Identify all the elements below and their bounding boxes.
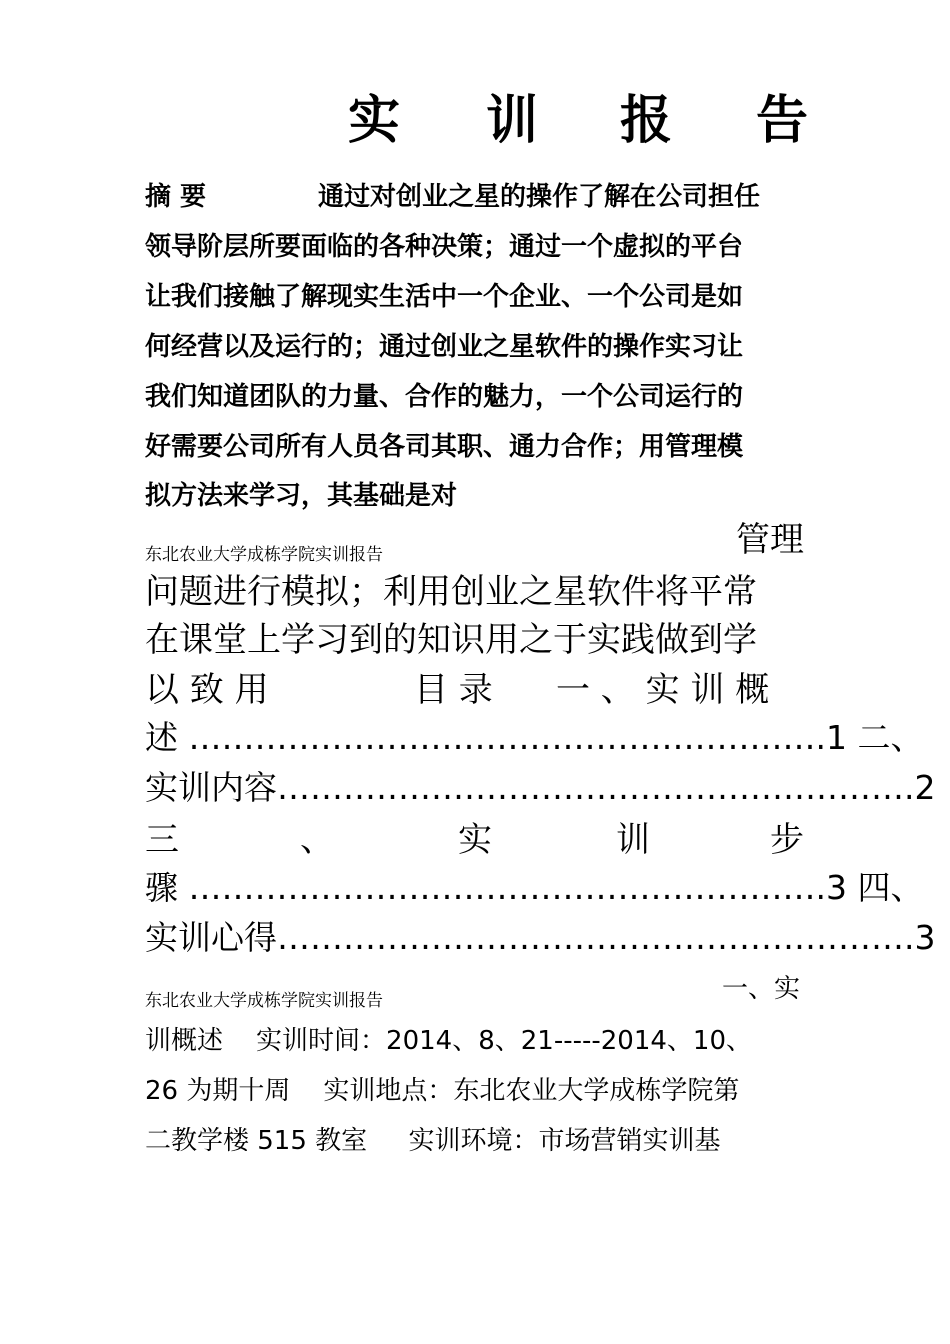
- title-char: 训: [486, 91, 539, 151]
- title-char: 实: [348, 91, 401, 151]
- toc-row-char: 步: [770, 820, 804, 860]
- abstract-line: 让我们接触了解现实生活中一个企业、一个公司是如: [145, 282, 744, 312]
- continuation-line: 在课堂上学习到的知识用之于实践做到学: [145, 620, 757, 660]
- section-heading-fragment: 一、实: [722, 974, 801, 1004]
- running-header: 东北农业大学成栋学院实训报告: [145, 991, 383, 1011]
- abstract-line: 我们知道团队的力量、合作的魅力，一个公司运行的: [145, 382, 744, 412]
- toc-row-char: 训: [616, 820, 650, 860]
- abstract-line: 好需要公司所有人员各司其职、通力合作；用管理模: [145, 432, 744, 462]
- continuation-line: 问题进行模拟；利用创业之星软件将平常: [145, 572, 757, 612]
- continuation-word: 管理: [736, 520, 804, 560]
- running-header: 东北农业大学成栋学院实训报告: [145, 545, 383, 565]
- toc-entry: 实训内容………………………………………………….2: [145, 768, 936, 807]
- abstract-line: 领导阶层所要面临的各种决策；通过一个虚拟的平台: [145, 232, 744, 262]
- toc-row-char: 三: [145, 820, 179, 860]
- abstract-line: 通过对创业之星的操作了解在公司担任: [318, 182, 761, 212]
- toc-entry: 骤 ………………………………………………….3 四、: [145, 868, 924, 907]
- toc-row-text: 以 致 用: [145, 670, 269, 710]
- section-line: 26 为期十周 实训地点：东北农业大学成栋学院第: [145, 1076, 740, 1106]
- abstract-line: 何经营以及运行的；通过创业之星软件的操作实习让: [145, 332, 744, 362]
- toc-entry: 述 ………………………………………………….1 二、: [145, 718, 924, 757]
- toc-heading: 目 录: [414, 670, 493, 710]
- title-char: 报: [620, 91, 673, 151]
- toc-row-char: 、: [300, 820, 334, 860]
- section-line: 训概述 实训时间：2014、8、21-----2014、10、: [145, 1026, 753, 1056]
- title-char: 告: [756, 91, 809, 151]
- toc-entry: 实训心得………………………………………………….3: [145, 918, 936, 957]
- toc-row-char: 实: [458, 820, 492, 860]
- abstract-label: 摘 要: [145, 182, 207, 212]
- section-line: 二教学楼 515 教室 实训环境：市场营销实训基: [145, 1126, 721, 1156]
- abstract-line: 拟方法来学习，其基础是对: [145, 481, 458, 511]
- toc-row-text: 一 、 实 训 概: [556, 670, 770, 710]
